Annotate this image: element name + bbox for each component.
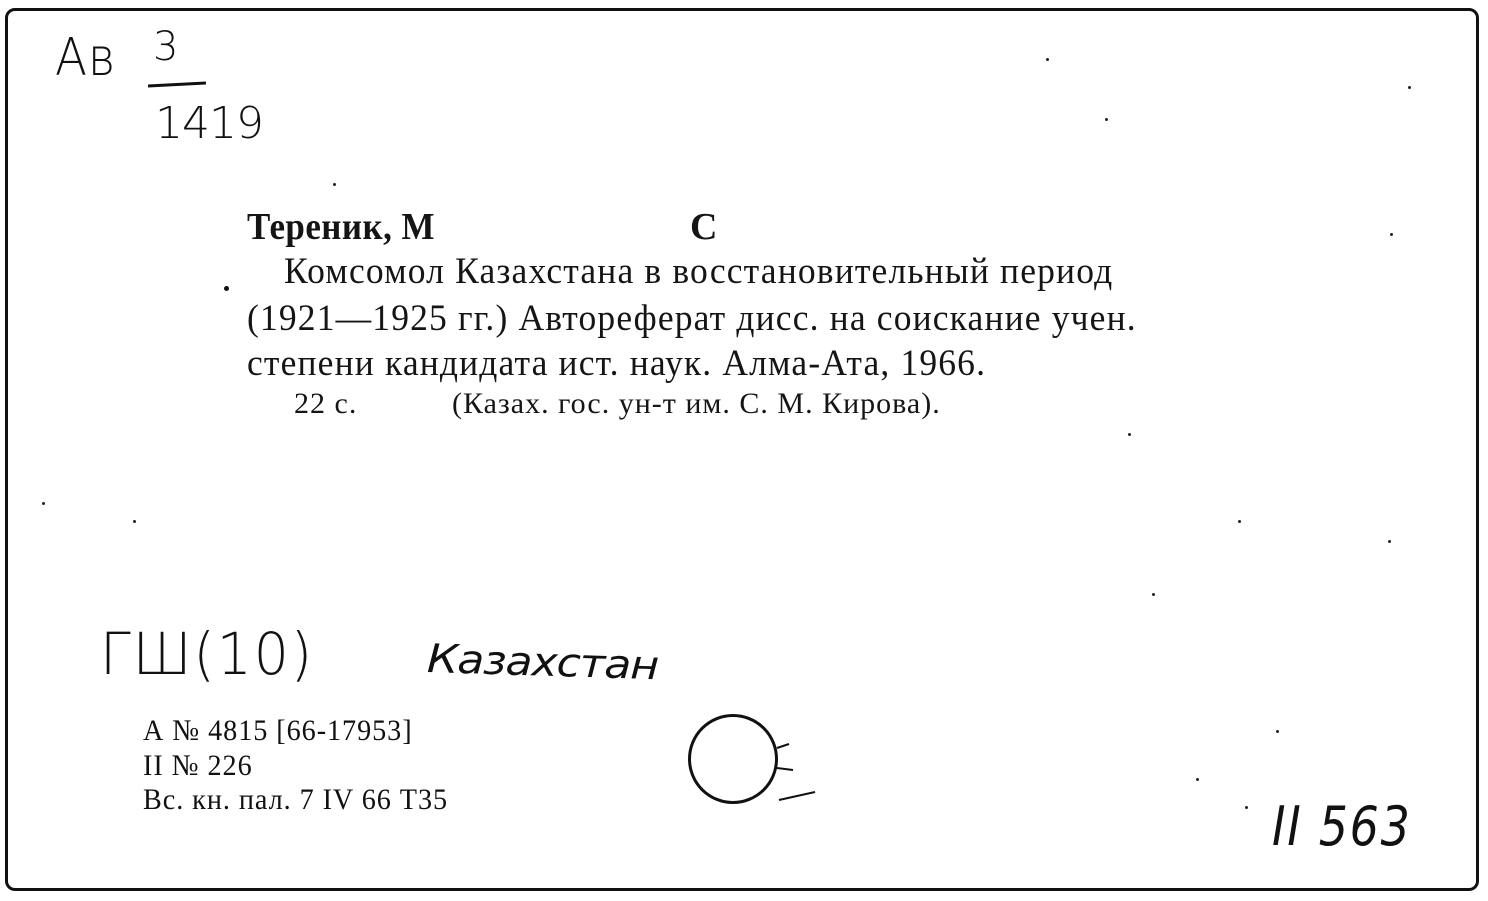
speck bbox=[1390, 233, 1393, 236]
pages-count: 22 с. bbox=[294, 387, 358, 420]
speck bbox=[1046, 58, 1049, 61]
speck bbox=[1276, 730, 1279, 733]
description-line-2: (1921—1925 гг.) Автореферат дисс. на соискание учен. bbox=[247, 298, 1137, 339]
handwritten-shelfmark-denominator: 1419 bbox=[155, 98, 263, 149]
series-note: (Казах. гос. ун-т им. С. М. Кирова). bbox=[452, 387, 941, 420]
description-line-1: Комсомол Казахстана в восстановительный период bbox=[284, 251, 1114, 292]
registration-line-1: А № 4815 [66-17953] bbox=[143, 714, 413, 747]
speck bbox=[42, 502, 45, 505]
handwritten-classification: ГШ(10) bbox=[100, 620, 315, 688]
handwritten-shelfmark-prefix: Ав bbox=[55, 28, 117, 88]
bullet-mark bbox=[224, 286, 229, 291]
handwritten-shelf-number: II 563 bbox=[1272, 795, 1412, 858]
speck bbox=[133, 520, 136, 523]
speck bbox=[1388, 540, 1391, 543]
speck bbox=[1196, 778, 1199, 781]
speck bbox=[333, 183, 336, 186]
speck bbox=[1238, 520, 1241, 523]
speck bbox=[1105, 118, 1108, 121]
speck bbox=[1408, 86, 1411, 89]
author-initial: С bbox=[690, 206, 718, 248]
handwritten-shelfmark-numerator: 3 bbox=[153, 24, 179, 70]
stamp-tail bbox=[775, 740, 825, 810]
registration-line-2: II № 226 bbox=[143, 749, 253, 782]
description-line-3: степени кандидата ист. наук. Алма-Ата, 1966. bbox=[247, 343, 987, 384]
handwritten-region: Казахстан bbox=[426, 636, 660, 690]
circle-stamp bbox=[688, 714, 778, 804]
registration-line-3: Вс. кн. пал. 7 IV 66 Т35 bbox=[143, 783, 449, 816]
speck bbox=[1152, 593, 1155, 596]
author-name: Тереник, М bbox=[247, 206, 435, 248]
speck bbox=[1128, 433, 1131, 436]
speck bbox=[1245, 806, 1248, 809]
